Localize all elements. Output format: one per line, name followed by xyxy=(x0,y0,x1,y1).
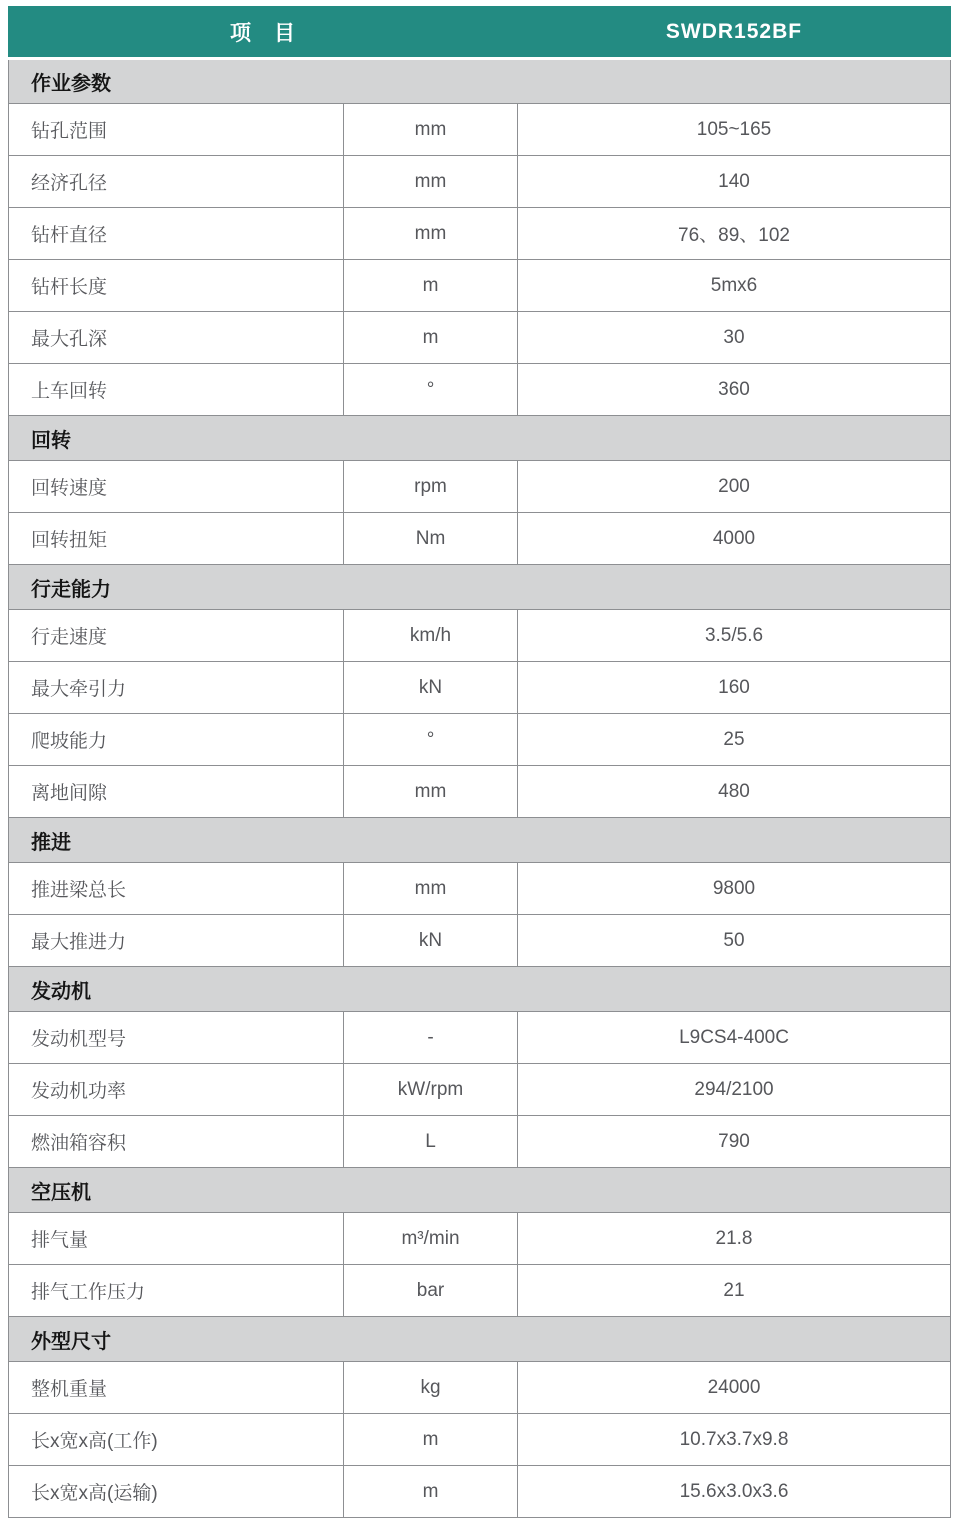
section-row-engine xyxy=(9,967,951,1012)
section-title: 推进 xyxy=(9,818,951,863)
param-name: 最大牵引力 xyxy=(9,662,344,714)
table-row-dimensions-transport xyxy=(9,1466,951,1518)
section-title: 发动机 xyxy=(9,967,951,1012)
param-unit: m xyxy=(344,312,518,364)
table-row-max-hole-depth xyxy=(9,312,951,364)
table-row-dimensions-working xyxy=(9,1414,951,1466)
param-name: 经济孔径 xyxy=(9,156,344,208)
param-unit: m xyxy=(344,260,518,312)
param-value: 294/2100 xyxy=(518,1064,951,1116)
param-value: 24000 xyxy=(518,1362,951,1414)
table-row-max-traction xyxy=(9,662,951,714)
param-name: 最大推进力 xyxy=(9,915,344,967)
param-unit: - xyxy=(344,1012,518,1064)
param-name: 整机重量 xyxy=(9,1362,344,1414)
section-row-rotation xyxy=(9,416,951,461)
param-name: 行走速度 xyxy=(9,610,344,662)
param-unit: kg xyxy=(344,1362,518,1414)
section-title: 作业参数 xyxy=(9,59,951,104)
param-name: 长x宽x高(运输) xyxy=(9,1466,344,1518)
param-name: 排气量 xyxy=(9,1213,344,1265)
param-name: 离地间隙 xyxy=(9,766,344,818)
param-value: L9CS4-400C xyxy=(518,1012,951,1064)
section-row-work-parameters xyxy=(9,59,951,104)
param-value: 76、89、102 xyxy=(518,208,951,260)
param-value: 50 xyxy=(518,915,951,967)
param-value: 25 xyxy=(518,714,951,766)
param-value: 790 xyxy=(518,1116,951,1168)
section-title: 空压机 xyxy=(9,1168,951,1213)
param-name: 上车回转 xyxy=(9,364,344,416)
param-name: 回转速度 xyxy=(9,461,344,513)
param-unit: ° xyxy=(344,364,518,416)
table-row-max-feed-force xyxy=(9,915,951,967)
param-name: 钻孔范围 xyxy=(9,104,344,156)
param-unit: mm xyxy=(344,156,518,208)
spec-table xyxy=(8,6,951,1518)
table-row-machine-weight xyxy=(9,1362,951,1414)
table-row-rotation-torque xyxy=(9,513,951,565)
param-value: 5mx6 xyxy=(518,260,951,312)
param-name: 钻杆直径 xyxy=(9,208,344,260)
section-row-feed xyxy=(9,818,951,863)
param-value: 21.8 xyxy=(518,1213,951,1265)
param-name: 发动机功率 xyxy=(9,1064,344,1116)
table-header-row xyxy=(9,7,951,59)
param-value: 200 xyxy=(518,461,951,513)
table-row-rod-length xyxy=(9,260,951,312)
param-value: 9800 xyxy=(518,863,951,915)
param-value: 21 xyxy=(518,1265,951,1317)
param-name: 长x宽x高(工作) xyxy=(9,1414,344,1466)
param-unit: m xyxy=(344,1466,518,1518)
section-row-air-compressor xyxy=(9,1168,951,1213)
param-unit: Nm xyxy=(344,513,518,565)
param-unit: kN xyxy=(344,662,518,714)
param-unit: mm xyxy=(344,104,518,156)
param-unit: mm xyxy=(344,208,518,260)
param-value: 30 xyxy=(518,312,951,364)
param-name: 爬坡能力 xyxy=(9,714,344,766)
param-unit: kN xyxy=(344,915,518,967)
param-value: 105~165 xyxy=(518,104,951,156)
table-row-fuel-tank-capacity xyxy=(9,1116,951,1168)
table-row-engine-model xyxy=(9,1012,951,1064)
section-row-travel-capability xyxy=(9,565,951,610)
table-row-upper-swing xyxy=(9,364,951,416)
param-name: 燃油箱容积 xyxy=(9,1116,344,1168)
param-value: 160 xyxy=(518,662,951,714)
table-row-economic-diameter xyxy=(9,156,951,208)
table-row-ground-clearance xyxy=(9,766,951,818)
table-row-engine-power xyxy=(9,1064,951,1116)
param-unit: m³/min xyxy=(344,1213,518,1265)
param-unit: m xyxy=(344,1414,518,1466)
param-name: 回转扭矩 xyxy=(9,513,344,565)
param-value: 360 xyxy=(518,364,951,416)
param-name: 排气工作压力 xyxy=(9,1265,344,1317)
param-unit: rpm xyxy=(344,461,518,513)
param-name: 最大孔深 xyxy=(9,312,344,364)
param-name: 发动机型号 xyxy=(9,1012,344,1064)
section-title: 回转 xyxy=(9,416,951,461)
table-row-air-displacement xyxy=(9,1213,951,1265)
header-model-column: SWDR152BF xyxy=(518,7,951,59)
table-row-travel-speed xyxy=(9,610,951,662)
section-title: 外型尺寸 xyxy=(9,1317,951,1362)
header-item-column: 项 目 xyxy=(9,7,518,59)
param-value: 4000 xyxy=(518,513,951,565)
param-unit: ° xyxy=(344,714,518,766)
param-value: 15.6x3.0x3.6 xyxy=(518,1466,951,1518)
param-name: 钻杆长度 xyxy=(9,260,344,312)
table-row-working-pressure xyxy=(9,1265,951,1317)
section-title: 行走能力 xyxy=(9,565,951,610)
param-unit: mm xyxy=(344,766,518,818)
table-row-gradeability xyxy=(9,714,951,766)
param-unit: kW/rpm xyxy=(344,1064,518,1116)
param-unit: bar xyxy=(344,1265,518,1317)
param-value: 480 xyxy=(518,766,951,818)
param-value: 10.7x3.7x9.8 xyxy=(518,1414,951,1466)
table-row-rod-diameter xyxy=(9,208,951,260)
table-row-drill-range xyxy=(9,104,951,156)
param-value: 3.5/5.6 xyxy=(518,610,951,662)
param-unit: mm xyxy=(344,863,518,915)
table-row-rotation-speed xyxy=(9,461,951,513)
param-unit: L xyxy=(344,1116,518,1168)
param-value: 140 xyxy=(518,156,951,208)
section-row-dimensions xyxy=(9,1317,951,1362)
param-name: 推进梁总长 xyxy=(9,863,344,915)
table-row-feed-beam-length xyxy=(9,863,951,915)
param-unit: km/h xyxy=(344,610,518,662)
